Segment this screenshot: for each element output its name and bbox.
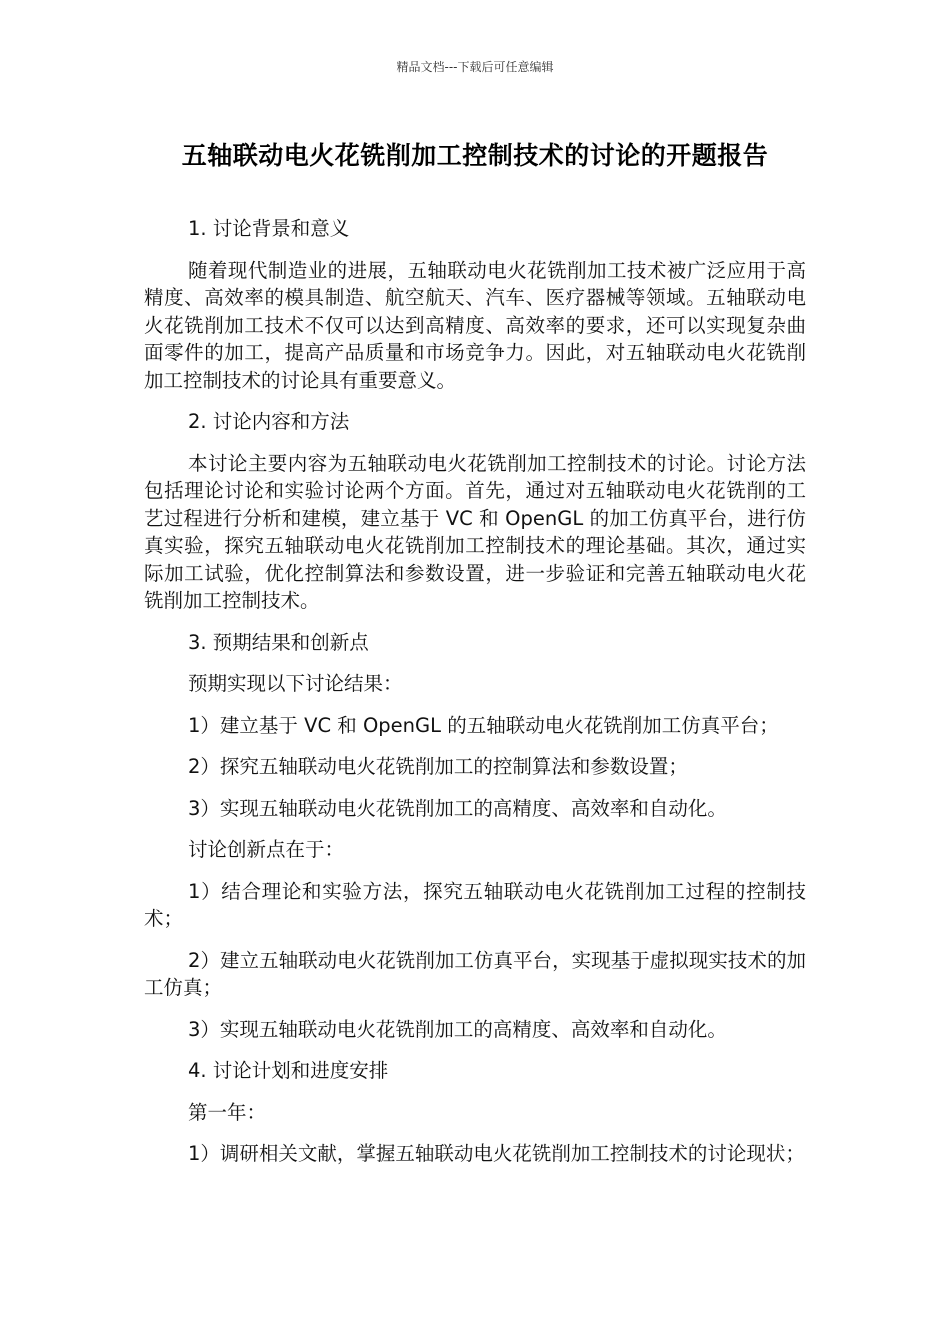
paragraph-first-year: 第一年： [188,1100,267,1124]
paragraph-expected-intro: 预期实现以下讨论结果： [188,672,403,695]
list-item-expected-2: 2）探究五轴联动电火花铣削加工的控制算法和参数设置； [188,755,688,778]
paragraph-background: 随着现代制造业的进展，五轴联动电火花铣削加工技术被广泛应用于高精度、高效率的模具制造、航空航天、汽车、医疗器械等领域。五轴联动电火花铣削加工技术不仅可以达到高精度、高效率的要求，还可以实现复杂曲面零件的加工，提高产品质量和市场竞争力。因此，对五轴联动电火花铣削加工控制技术的讨论具有重要意义。 [144,258,806,392]
page-header: 精品文档---下载后可任意编辑 [396,60,554,74]
section-heading-expected-results: 3. 预期结果和创新点 [188,630,369,654]
paragraph-content-method: 本讨论主要内容为五轴联动电火花铣削加工控制技术的讨论。讨论方法包括理论讨论和实验讨论两个方面。首先，通过对五轴联动电火花铣削的工艺过程进行分析和建模，建立基于 VC 和 OpenGL 的加工仿真平台，进行仿真实验，探究五轴联动电火花铣削加工控制技术的理论基础。其次，通过实际加工试验，优化控制算法和参数设置，进一步验证和完善五轴联动电火花铣削加工控制技术。 [144,451,806,612]
list-item-expected-1: 1）建立基于 VC 和 OpenGL 的五轴联动电火花铣削加工仿真平台； [188,713,779,737]
section-heading-schedule: 4. 讨论计划和进度安排 [188,1059,389,1082]
list-item-innovation-3: 3）实现五轴联动电火花铣削加工的高精度、高效率和自动化。 [188,1017,727,1041]
list-item-innovation-1: 1）结合理论和实验方法，探究五轴联动电火花铣削加工过程的控制技术； [144,879,806,930]
section-heading-content-method: 2. 讨论内容和方法 [188,410,350,433]
list-item-schedule-1: 1）调研相关文献，掌握五轴联动电火花铣削加工控制技术的讨论现状； [188,1142,805,1165]
list-item-expected-3: 3）实现五轴联动电火花铣削加工的高精度、高效率和自动化。 [188,796,727,820]
section-heading-background: 1. 讨论背景和意义 [188,217,350,240]
document-body [144,215,806,1182]
paragraph-innovation-intro: 讨论创新点在于： [188,838,345,861]
document-title: 五轴联动电火花铣削加工控制技术的讨论的开题报告 [181,141,769,170]
list-item-innovation-2: 2）建立五轴联动电火花铣削加工仿真平台，实现基于虚拟现实技术的加工仿真； [144,948,806,999]
